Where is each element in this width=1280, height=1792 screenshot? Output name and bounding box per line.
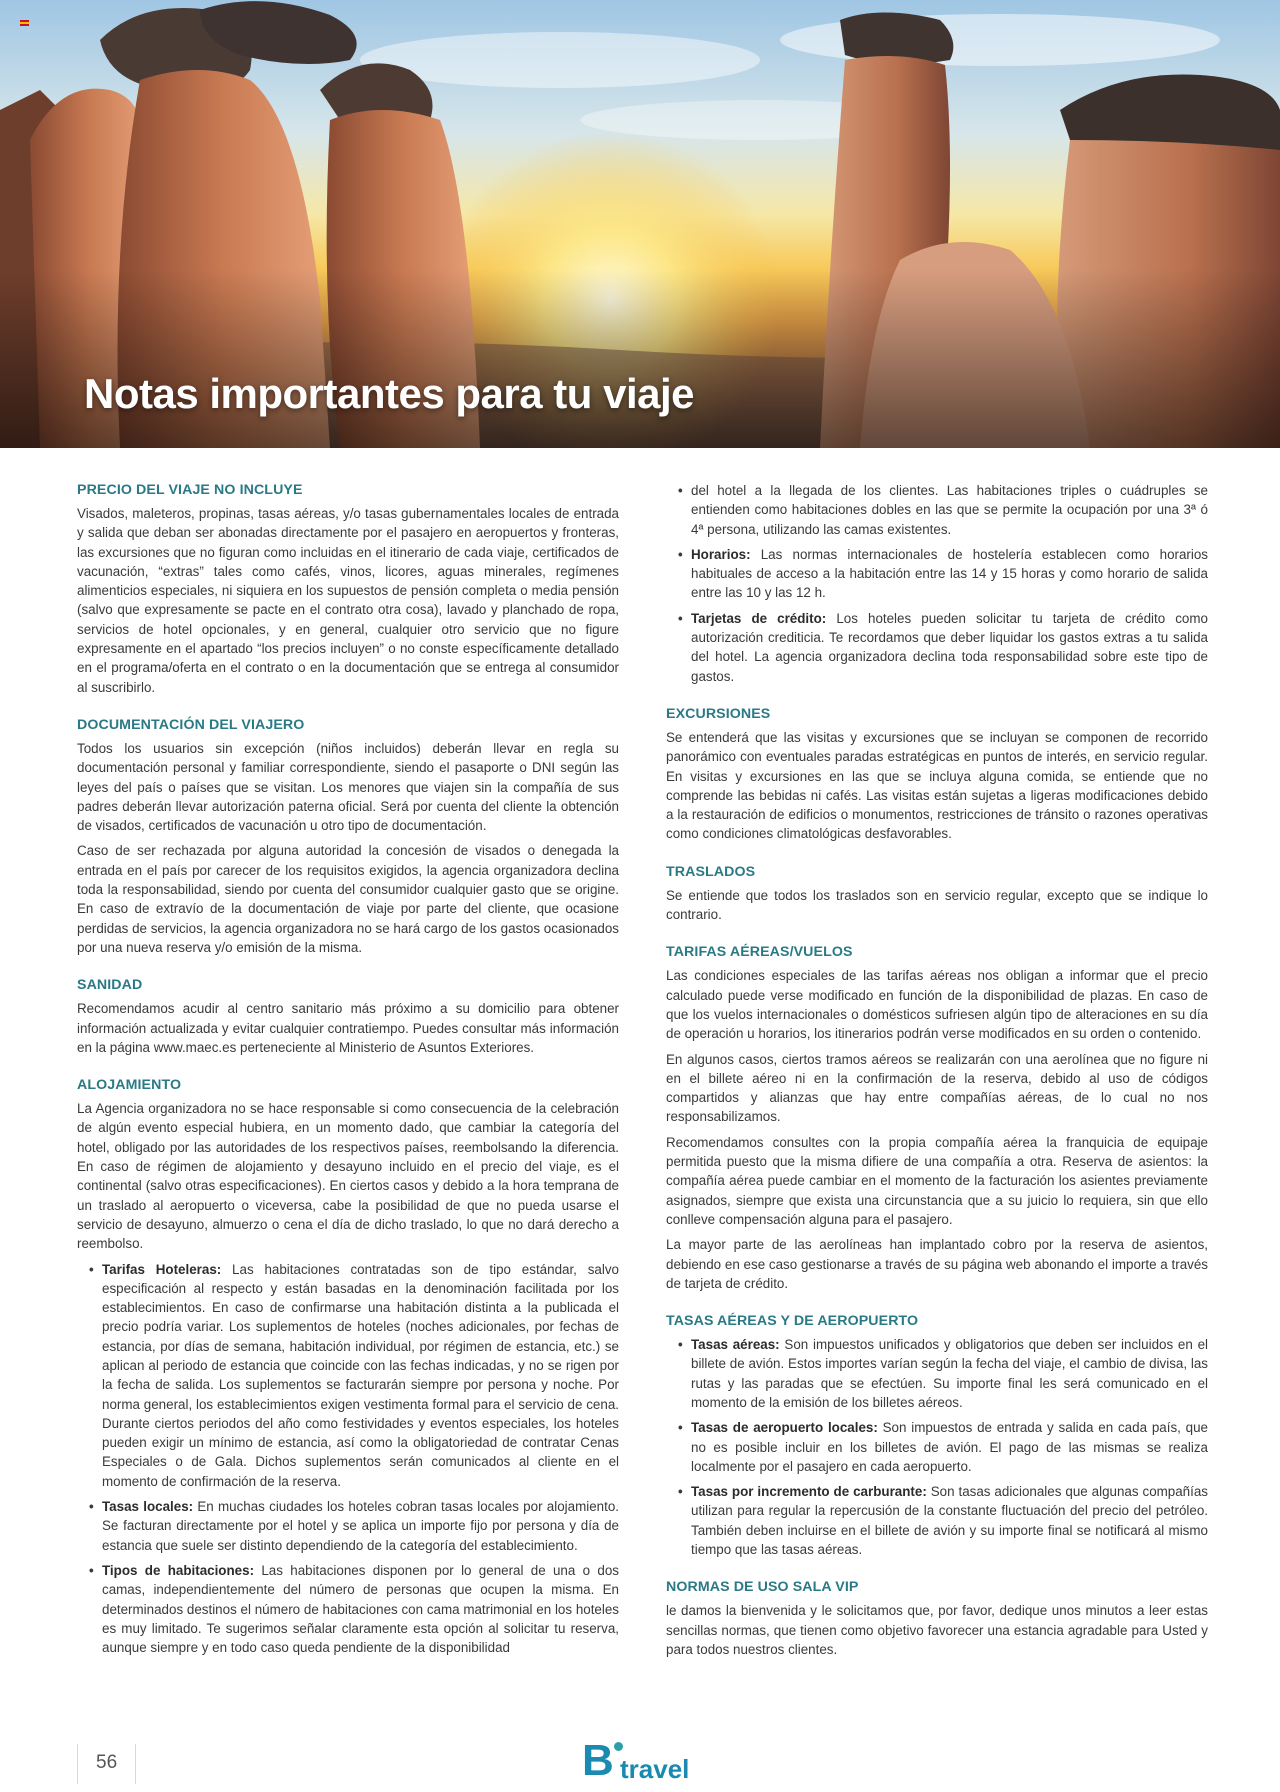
logo-dot-icon (614, 1742, 623, 1751)
footer-divider (77, 1744, 78, 1784)
bullet-term: Tasas por incremento de carburante: (691, 1484, 927, 1500)
paragraph: En algunos casos, ciertos tramos aéreos se realizarán con una aerolínea que no figure ni en el billete aéreo ni en la confirmación de la reserva, debido al uso de códigos compartidos y alianzas que hay entre compañías aéreas, de lo cual no nos responsabilizamos. (666, 1051, 1208, 1125)
section-heading: TRASLADOS (666, 863, 756, 880)
footer-divider (135, 1744, 136, 1784)
bullet-term: Tarifas Hoteleras: (102, 1261, 222, 1277)
paragraph: Recomendamos consultes con la propia compañía aérea la franquicia de equipaje permitida puesto que la misma difiere de una compañía a otra. Reserva de asientos: la compañía aérea puede cambiar en el momento de la facturación los asientes previamente asignados, siempre que exista una circunstancia que a su juicio lo requiera, sin que ello conlleve compensación alguna para el pasajero. (666, 1134, 1208, 1227)
bullet-text: Las habitaciones contratadas son de tipo estándar, salvo especificación al respecto y están basadas en la denominación facilitada por los establecimientos. En caso de confirmarse una habitación distinta a la publicada el precio podría variar. Los suplementos de hoteles (noches adicionales, por fechas de estancia, por días de semana, habitación individual, por régimen de estancia, etc.) se aplican al periodo de estancia que coincide con las fechas indicadas, y no se rigen por la fecha de salida. Los suplementos se facturarán siempre por persona y noche. Por norma general, los establecimientos exigen vestimenta formal para el servicio de cena. Durante ciertos periodos del año como festividades y eventos especiales, los hoteles pueden exigir un mínimo de estancia, así como la obligatoriedad de contratar Cenas Especiales o de Gala. Dichos suplementos serán comunicados al cliente en el momento de confirmación de la reserva. (102, 1261, 619, 1489)
section-heading: SANIDAD (77, 977, 143, 994)
paragraph: Recomendamos acudir al centro sanitario más próximo a su domicilio para obtener información actualizada y evitar cualquier contratiempo. Puedes consultar más información en la página www.maec.es perteneciente al Ministerio de Asuntos Exteriores. (77, 1001, 619, 1055)
list-item (678, 1482, 1208, 1559)
logo-text: travel (620, 1754, 690, 1784)
page-title: Notas importantes para tu viaje (84, 370, 695, 417)
bullet-text: Son tasas adicionales que algunas compañías utilizan para regular la repercusión de la constante fluctuación del precio del petróleo. También deben incluirse en el billete de avión y su importe final se notificará al mismo tiempo que las tasas aéreas. (691, 1484, 1208, 1558)
btravel-logo (582, 1738, 702, 1784)
section-heading: PRECIO DEL VIAJE NO INCLUYE (77, 482, 303, 498)
section-heading: NORMAS DE USO SALA VIP (666, 1579, 859, 1596)
section-precio-no-incluye (77, 480, 619, 697)
bullet-term: Tarjetas de crédito: (691, 610, 827, 626)
paragraph: le damos la bienvenida y le solicitamos que, por favor, dedique unos minutos a leer estas sencillas normas, que tienen como objetivo favorecer una estancia agradable para Usted y para todos nuestros clientes. (666, 1603, 1208, 1657)
bullet-text: Son impuestos unificados y obligatorios que deben ser incluidos en el billete de avión. Estos importes varían según la fecha del viaje, el cambio de divisa, las rutas y las paradas que se efectúen. Su importe final les será comunicado en el momento de la emisión de los billetes aéreos. (691, 1337, 1208, 1410)
section-heading: ALOJAMIENTO (77, 1077, 182, 1094)
section-alojamiento (77, 1075, 619, 1657)
section-traslados (666, 862, 1208, 925)
bullet-list (89, 1260, 619, 1658)
spain-flag-icon (20, 20, 29, 27)
bullet-term: Tipos de habitaciones: (102, 1562, 255, 1578)
bullet-term: Horarios: (691, 546, 751, 562)
hero-banner (0, 0, 1280, 448)
bullet-term: Tasas locales: (102, 1499, 194, 1515)
section-excursiones (666, 704, 1208, 844)
right-column (666, 481, 1208, 1665)
logo-letter: B (582, 1736, 614, 1785)
bullet-text: En muchas ciudades los hoteles cobran tasas locales por alojamiento. Se facturan directamente por el hotel y se aplica un importe fijo por persona y día de estancia que suele ser distinto dependiendo de la categoría del establecimiento. (102, 1499, 619, 1553)
list-item (678, 609, 1208, 686)
section-heading: TARIFAS AÉREAS/VUELOS (666, 944, 853, 961)
page-number: 56 (96, 1752, 118, 1773)
section-heading: EXCURSIONES (666, 705, 771, 722)
paragraph: La mayor parte de las aerolíneas han implantado cobro por la reserva de asientos, debiendo en ese caso gestionarse a través de su página web abonando el importe a través de tarjeta de crédito. (666, 1237, 1208, 1291)
section-heading: TASAS AÉREAS Y DE AEROPUERTO (666, 1313, 919, 1330)
bullet-text: Son impuestos de entrada y salida en cada país, que no es posible incluir en los billetes de avión. El pago de las mismas se realiza localmente por el pasajero en cada aeropuerto. (691, 1420, 1209, 1474)
bullet-text: Las habitaciones disponen por lo general de una o dos camas, independientemente del número de personas que ocupen la misma. En determinados destinos el número de habitaciones con cama matrimonial en los hoteles es muy limitado. Te sugerimos señalar claramente esta opción al solicitar tu reserva, aunque siempre y en todo caso queda pendiente de la disponibilidad (102, 1562, 619, 1656)
list-item (89, 1260, 619, 1492)
section-tasas-aereas (666, 1311, 1208, 1559)
list-item (89, 1497, 619, 1555)
continued-bullet-list (678, 481, 1208, 686)
list-item (678, 1335, 1208, 1412)
paragraph: Visados, maleteros, propinas, tasas aéreas, y/o tasas gubernamentales locales de entrada y salida que deban ser abonadas directamente por el pasajero en aeropuertos y fronteras, las excursiones que no figuran como incluidas en el itinerario de cada viaje, certificados de vacunación, “extras” tales como cafés, vinos, licores, aguas minerales, regímenes alimenticios especiales, ni siquiera en los supuestos de pensión completa o media pensión (salvo que expresamente se pacte en el contrato otra cosa), lavado y planchado de ropa, servicios de hotel opcionales, y en general, cualquier otro servicio que no figure expresamente en el apartado “los precios incluyen” o no conste específicamente detallado en el programa/oferta en el contrato o en la documentación que se entrega al consumidor al suscribirlo. (77, 506, 619, 695)
paragraph: Las condiciones especiales de las tarifas aéreas nos obligan a informar que el precio calculado puede verse modificado en función de la disponibilidad de plazas. En caso de que los vuelos internacionales o domésticos sufriesen algún tipo de alteraciones en su día de operación u horarios, los itinerarios podrán verse modificados en su orden o contenido. (666, 968, 1208, 1042)
list-item (89, 1561, 619, 1657)
bullet-list (678, 1335, 1208, 1559)
paragraph: Se entenderá que las visitas y excursiones que se incluyan se componen de recorrido panorámico con eventuales paradas estratégicas en puntos de interés, en servicio regular. En visitas y excursiones en las que se incluya alguna comida, se entiende que no comprende las bebidas ni cafés. Las visitas están sujetas a ligeras modificaciones debido a la restauración de edificios o monumentos, restricciones de tránsito o razones operativas como condiciones climatológicas desfavorables. (666, 729, 1208, 842)
bullet-text: Los hoteles pueden solicitar tu tarjeta de crédito como autorización crediticia. Te recordamos que deber liquidar los gastos extras a tu salida del hotel. La agencia organizadora declina toda responsabilidad sobre este tipo de gastos. (691, 610, 1208, 684)
list-item (678, 1418, 1208, 1476)
continuation-text: del hotel a la llegada de los clientes. Las habitaciones triples o cuádruples se entienden como habitaciones dobles en las que se permite la ocupación por una 3ª ó 4ª persona, utilizando las camas existentes. (691, 483, 1208, 537)
paragraph: Se entiende que todos los traslados son en servicio regular, excepto que se indique lo contrario. (666, 887, 1208, 923)
bullet-text: Las normas internacionales de hostelería establecen como horarios habituales de acceso a la habitación entre las 14 y 15 horas y como horario de salida entre las 10 y las 12 h. (691, 546, 1208, 601)
paragraph: La Agencia organizadora no se hace responsable si como consecuencia de la celebración de algún evento especial hubiera, en un momento dado, que cambiar la categoría del hotel, obligado por las autoridades de los respectivos países, reembolsando la diferencia. En caso de régimen de alojamiento y desayuno incluido en el precio del viaje, es el continental (salvo otras especificaciones). En ciertos casos y debido a la hora temprana de un traslado al aeropuerto o viceversa, cabe la posibilidad de que no pueda usarse el servicio de desayuno, almuerzo o cena el día de dicho traslado, lo que no dará derecho a reembolso. (77, 1101, 619, 1252)
section-tarifas-aereas (666, 942, 1208, 1293)
paragraph: Caso de ser rechazada por alguna autoridad la concesión de visados o denegada la entrada en el país por carecer de los requisitos exigidos, la agencia organizadora declina toda la responsabilidad, siendo por cuenta del consumidor cualquier gasto que se origine. En caso de extravío de la documentación de viaje por parte del cliente, que ocasione perdidas de servicios, la agencia organizadora no se hará cargo de los gastos ocasionados por una nueva reserva y/o emisión de la misma. (77, 843, 619, 955)
section-heading: DOCUMENTACIÓN DEL VIAJERO (77, 716, 305, 733)
section-sala-vip (666, 1577, 1208, 1659)
section-sanidad (77, 975, 619, 1057)
section-documentacion (77, 715, 619, 957)
bullet-term: Tasas de aeropuerto locales: (691, 1420, 878, 1436)
paragraph: Todos los usuarios sin excepción (niños incluidos) deberán llevar en regla su documentación personal y familiar correspondiente, siendo el pasaporte o DNI según las leyes del país o países que se visitan. Los menores que viajen sin la compañía de sus padres deberán llevar autorización paterna oficial. Será por cuenta del cliente la obtención de visados, certificados de vacunación u otro tipo de documentación. (77, 740, 619, 834)
left-column (77, 480, 619, 1663)
bullet-term: Tasas aéreas: (691, 1337, 780, 1353)
list-item (678, 545, 1208, 603)
list-item-continuation (678, 481, 1208, 539)
